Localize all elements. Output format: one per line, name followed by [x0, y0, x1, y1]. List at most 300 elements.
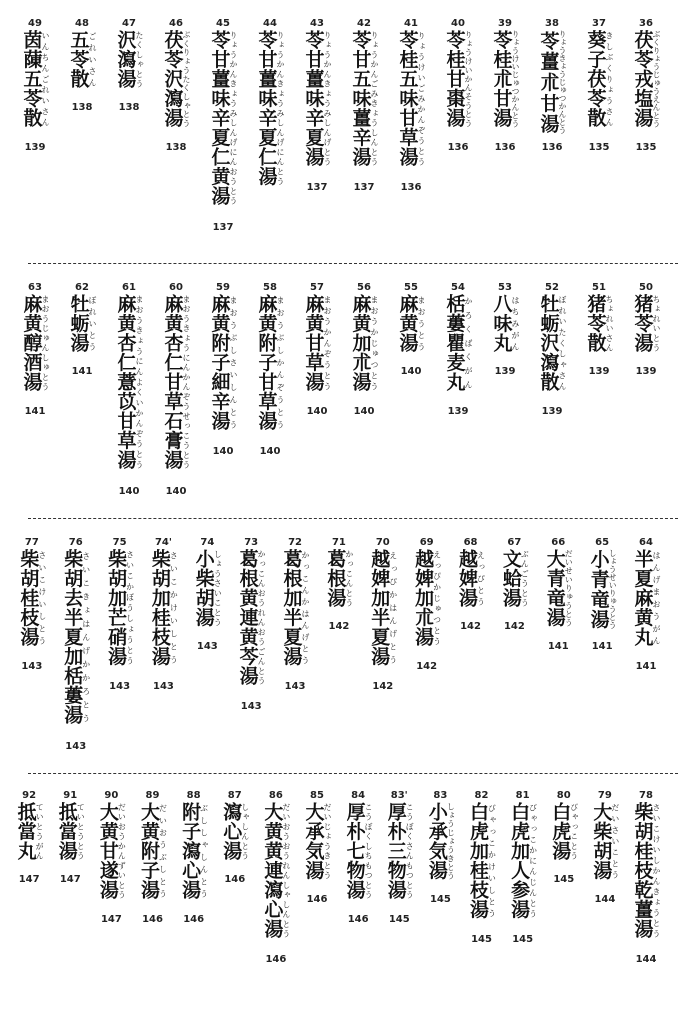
formula-name [349, 294, 379, 392]
formula-name-text: 茯苓沢瀉湯 [161, 30, 184, 128]
page-number: 141 [71, 366, 93, 377]
formula-name [499, 549, 530, 608]
entry-number: 36 [639, 18, 653, 29]
page-number: 147 [59, 874, 81, 885]
formula-name-text: 大黄黄連瀉心湯 [261, 802, 284, 939]
entry-number: 41 [404, 18, 418, 29]
entry-number: 57 [310, 282, 324, 293]
page-number: 147 [18, 874, 40, 885]
formula-name [17, 549, 47, 647]
formula-reading: ごれいさん [87, 30, 97, 89]
entry-number: 58 [263, 282, 277, 293]
formula-reading: まおうぶしさいしんとう [228, 294, 238, 431]
page-number: 140 [259, 446, 281, 457]
formula-name [631, 294, 661, 353]
formula-name-text: 附子瀉心湯 [179, 802, 202, 900]
formula-name [324, 549, 354, 608]
formula-name-text: 柴胡桂枝乾薑湯 [631, 802, 654, 939]
formula-name-text: 白虎加人参湯 [508, 802, 531, 919]
page-number: 139 [588, 366, 610, 377]
formula-reading: きしぶくりょうさん [604, 30, 614, 128]
formula-reading: まおうじゅんしゅとう [40, 294, 50, 392]
page-number: 143 [21, 661, 43, 672]
page-number: 138 [165, 142, 187, 153]
formula-reading: まおうかんぞうとう [322, 294, 332, 392]
entry-number: 68 [463, 537, 478, 548]
formula-reading: こうぼくしちもつとう [364, 802, 374, 900]
page-number: 140 [400, 366, 422, 377]
entry-number: 51 [592, 282, 606, 293]
formula-name-text: 麻黄附子細辛湯 [208, 294, 231, 431]
formula-name-text: 麻黄醇酒湯 [20, 294, 43, 392]
formula-reading: だいおうぶしとう [158, 802, 168, 900]
formula-reading: こうぼくさんもつとう [405, 802, 415, 900]
entry-number: 50 [639, 282, 653, 293]
formula-name-text: 茵蔯五苓散 [20, 30, 43, 128]
entry-number: 63 [28, 282, 42, 293]
entry-number: 84 [351, 790, 366, 801]
formula-name-text: 小柴胡湯 [192, 549, 215, 627]
formula-reading: ぶくりょうたくしゃとう [181, 30, 191, 128]
formula-name [261, 802, 291, 939]
entry-number: 76 [68, 537, 83, 548]
page-number: 143 [284, 681, 306, 692]
page-number: 140 [118, 486, 140, 497]
formula-name-text: 半夏麻黄丸 [631, 549, 654, 647]
entry-number: 45 [216, 18, 230, 29]
entry-number: 64 [639, 537, 653, 548]
formula-reading: えっぴかはんげとう [388, 549, 398, 666]
entry-number: 90 [104, 790, 119, 801]
index-section [0, 790, 700, 1030]
formula-name [148, 549, 179, 666]
entry-number: 91 [63, 790, 78, 801]
formula-reading: えっぴとう [476, 549, 486, 608]
formula-name-text: 抵當丸 [14, 802, 37, 861]
formula-reading: さいこかぼうしょうとう [125, 549, 135, 666]
entry-number: 77 [24, 537, 39, 548]
page-number: 145 [388, 914, 410, 925]
formula-name [384, 802, 415, 900]
formula-name [255, 30, 285, 186]
formula-name [161, 294, 191, 470]
formula-reading: びゃっこかにんじんとう [528, 802, 538, 919]
page-number: 142 [416, 661, 438, 672]
formula-name [343, 802, 374, 900]
formula-name-text: 苓薑朮甘湯 [537, 30, 560, 134]
formula-name-text: 瀉心湯 [220, 802, 243, 861]
formula-reading: しょうせいりゅうとう [608, 549, 618, 629]
index-section [0, 282, 700, 522]
entry-number: 89 [145, 790, 160, 801]
entry-number: 40 [451, 18, 465, 29]
formula-name-text: 厚朴七物湯 [343, 802, 366, 900]
formula-reading: だいさいことう [610, 802, 620, 880]
formula-name-text: 茯苓戎塩湯 [631, 30, 654, 128]
formula-name [255, 294, 285, 431]
entry-number: 62 [75, 282, 89, 293]
page-number: 146 [306, 894, 328, 905]
formula-reading: はんげまおうがん [651, 549, 661, 647]
entry-number: 43 [310, 18, 324, 29]
formula-reading: まおうぶしかんぞうとう [275, 294, 285, 431]
formula-name [443, 30, 473, 128]
formula-reading: まおうとう [416, 294, 426, 353]
formula-reading: ぶくりょうじゅうえんとう [651, 30, 661, 128]
page-number: 143 [240, 701, 262, 712]
formula-name [631, 802, 661, 939]
entry-number: 81 [515, 790, 530, 801]
formula-name-text: 大承気湯 [302, 802, 325, 880]
formula-reading: ぼれいたくしゃさん [557, 294, 567, 392]
entry-number: 72 [288, 537, 303, 548]
formula-reading: かっこんとう [344, 549, 354, 608]
formula-name [584, 30, 614, 128]
formula-reading: かっこんおうれんおうごんとう [257, 549, 267, 686]
formula-name [67, 294, 97, 353]
formula-reading: まおうきょうにんよくいかんぞうとう [134, 294, 144, 470]
index-section [0, 18, 700, 258]
formula-name [456, 549, 486, 608]
formula-reading: だいおうかんずいとう [117, 802, 127, 900]
entry-number: 49 [28, 18, 42, 29]
formula-name-text: 大黄附子湯 [137, 802, 160, 900]
page-number: 139 [541, 406, 563, 417]
page-number: 141 [591, 641, 613, 652]
formula-reading: りょうかんごみきょうしんとう [369, 30, 379, 167]
page-number: 140 [212, 446, 234, 457]
formula-reading: さいこけいしとう [37, 549, 47, 647]
entry-number: 74 [200, 537, 215, 548]
entry-number: 82 [474, 790, 489, 801]
entry-number: 56 [357, 282, 371, 293]
formula-reading: まおうかじゅつとう [369, 294, 379, 392]
formula-name [220, 802, 250, 861]
formula-reading: えっぴかじゅつとう [432, 549, 442, 647]
entry-number: 73 [244, 537, 259, 548]
formula-name [105, 549, 135, 666]
formula-name [161, 30, 191, 128]
formula-reading: ていとうがん [35, 802, 45, 861]
formula-name [137, 802, 168, 900]
formula-reading: ていとうとう [76, 802, 86, 861]
page-number: 137 [353, 182, 375, 193]
page-number: 136 [494, 142, 516, 153]
formula-name [412, 549, 442, 647]
section-divider [28, 518, 678, 519]
page-number: 141 [547, 641, 569, 652]
page-number: 146 [183, 914, 205, 925]
entry-number: 61 [122, 282, 136, 293]
formula-name [590, 802, 620, 880]
formula-name [192, 549, 223, 627]
entry-number: 80 [556, 790, 571, 801]
page-number: 142 [503, 621, 525, 632]
formula-name [55, 802, 86, 861]
page-number: 135 [588, 142, 610, 153]
entry-number: 38 [545, 18, 559, 29]
formula-name [490, 294, 520, 353]
page-number: 138 [71, 102, 93, 113]
page-number: 146 [265, 954, 287, 965]
entry-number: 83' [390, 790, 408, 801]
formula-name-text: 牡蛎湯 [67, 294, 90, 353]
page-number: 140 [353, 406, 375, 417]
entry-number: 78 [639, 790, 653, 801]
formula-name-text: 葛根湯 [324, 549, 347, 608]
formula-reading: ちょれいとう [651, 294, 661, 353]
formula-name-text: 大柴胡湯 [590, 802, 613, 880]
formula-name [114, 294, 144, 470]
page-number: 143 [109, 681, 131, 692]
formula-name [349, 30, 379, 167]
formula-name [208, 30, 238, 206]
entry-number: 79 [597, 790, 612, 801]
formula-reading: りょうけいじゅつかんとう [510, 30, 520, 128]
formula-reading: りょうきょうじゅつかんとう [557, 30, 567, 134]
formula-reading: さいこきょはんげかかろとう [81, 549, 91, 725]
page-number: 139 [447, 406, 469, 417]
page-number: 145 [471, 934, 492, 945]
section-divider [28, 773, 678, 774]
page-number: 142 [372, 681, 394, 692]
entry-number: 87 [227, 790, 242, 801]
entry-number: 59 [216, 282, 230, 293]
formula-name-text: 白虎湯 [549, 802, 572, 861]
formula-name-text: 越婢加朮湯 [412, 549, 435, 647]
formula-name [20, 294, 50, 392]
page-number: 146 [142, 914, 163, 925]
formula-reading: だいじょうきとう [322, 802, 332, 880]
page-number: 138 [118, 102, 140, 113]
formula-name-text: 抵當湯 [55, 802, 78, 861]
entry-number: 75 [112, 537, 127, 548]
formula-name-text: 麻黄甘草湯 [302, 294, 325, 392]
page-number: 143 [65, 741, 87, 752]
formula-reading: だいせいりゅうとう [564, 549, 574, 627]
formula-name [425, 802, 456, 880]
formula-reading: ぶししゃしんとう [199, 802, 209, 900]
formula-name [549, 802, 579, 861]
entry-number: 70 [375, 537, 390, 548]
page-number: 143 [153, 681, 174, 692]
formula-reading: ちょれいさん [604, 294, 614, 353]
entry-number: 60 [169, 282, 183, 293]
formula-name-text: 五苓散 [67, 30, 90, 89]
formula-name-text: 小承気湯 [425, 802, 448, 880]
formula-name [14, 802, 45, 861]
formula-reading: びゃっこかけいしとう [487, 802, 497, 919]
formula-name [236, 549, 267, 686]
formula-name [302, 30, 332, 167]
entry-number: 66 [551, 537, 566, 548]
formula-name-text: 苓甘薑味辛夏仁黄湯 [208, 30, 231, 206]
entry-number: 74' [154, 537, 172, 548]
formula-reading: いんちんごれいさん [40, 30, 50, 128]
formula-name [302, 294, 332, 392]
formula-name-text: 苓甘薑味辛夏仁湯 [255, 30, 278, 186]
page-number: 139 [494, 366, 516, 377]
page-number: 136 [541, 142, 563, 153]
entry-number: 69 [419, 537, 434, 548]
page-number: 136 [400, 182, 422, 193]
entry-number: 44 [263, 18, 277, 29]
entry-number: 86 [268, 790, 283, 801]
formula-name-text: 苓甘五味薑辛湯 [349, 30, 372, 167]
formula-reading: ぼれいとう [87, 294, 97, 353]
page-number: 140 [306, 406, 328, 417]
formula-name [179, 802, 209, 900]
formula-reading: りょうけいごみかんぞうとう [416, 30, 426, 167]
entry-number: 67 [507, 537, 522, 548]
page-number: 146 [347, 914, 369, 925]
entry-number: 52 [545, 282, 559, 293]
entry-number: 54 [451, 282, 465, 293]
entry-number: 92 [22, 790, 37, 801]
formula-name-text: 麻黄附子甘草湯 [255, 294, 278, 431]
formula-reading: さいこかけいしとう [169, 549, 179, 666]
page-number: 143 [196, 641, 218, 652]
page-number: 135 [635, 142, 657, 153]
formula-name [584, 294, 614, 353]
formula-name [280, 549, 311, 666]
formula-reading: りょうけいかんそうとう [463, 30, 473, 128]
formula-name-text: 柴胡桂枝湯 [17, 549, 40, 647]
formula-name [61, 549, 91, 725]
formula-name-text: 越婢加半夏湯 [368, 549, 391, 666]
page-number: 141 [635, 661, 657, 672]
formula-name [508, 802, 538, 919]
entry-number: 53 [498, 282, 512, 293]
formula-name-text: 越婢湯 [456, 549, 478, 608]
formula-reading: りょうかんきょうみしんげとう [322, 30, 332, 167]
formula-name [396, 294, 426, 353]
formula-name [208, 294, 238, 431]
entry-number: 55 [404, 282, 418, 293]
formula-name-text: 柴胡加桂枝湯 [148, 549, 171, 666]
entry-number: 47 [122, 18, 136, 29]
formula-name-text: 大黄甘遂湯 [96, 802, 119, 900]
formula-name [396, 30, 426, 167]
formula-name-text: 苓桂五味甘草湯 [396, 30, 419, 167]
page-number: 140 [165, 486, 187, 497]
entry-number: 42 [357, 18, 371, 29]
formula-name-text: 八味丸 [490, 294, 513, 353]
formula-name-text: 猪苓散 [584, 294, 607, 353]
page-number: 145 [512, 934, 534, 945]
formula-reading: しゃしんとう [240, 802, 250, 861]
entry-number: 37 [592, 18, 606, 29]
formula-name [302, 802, 332, 880]
page-number: 136 [447, 142, 469, 153]
page-number: 137 [306, 182, 328, 193]
section-divider [28, 263, 678, 264]
formula-reading: しょうさいことう [213, 549, 223, 627]
formula-name-text: 葵子茯苓散 [584, 30, 607, 128]
formula-reading: かろくばくがん [463, 294, 473, 392]
formula-name-text: 麻黄加朮湯 [349, 294, 372, 392]
formula-reading: りょうかんきょうみしんげにんとう [275, 30, 285, 186]
formula-reading: しょうじょうきとう [446, 802, 456, 880]
formula-name [631, 30, 661, 128]
formula-name-text: 麻黄杏仁薏苡甘草湯 [114, 294, 137, 470]
entry-number: 65 [595, 537, 610, 548]
entry-number: 48 [75, 18, 89, 29]
formula-name-text: 柴胡加芒硝湯 [105, 549, 128, 666]
formula-name [631, 549, 661, 647]
entry-number: 88 [186, 790, 201, 801]
formula-name-text: 麻黄湯 [396, 294, 419, 353]
formula-name [537, 294, 567, 392]
formula-name-text: 白虎加桂枝湯 [466, 802, 489, 919]
formula-name-text: 厚朴三物湯 [384, 802, 407, 900]
formula-reading: はちみがん [510, 294, 520, 353]
formula-name [368, 549, 398, 666]
entry-number: 39 [498, 18, 512, 29]
page-number: 146 [224, 874, 246, 885]
formula-name-text: 葛根黄連黄芩湯 [236, 549, 259, 686]
formula-name [543, 549, 574, 627]
formula-name-text: 苓桂甘棗湯 [443, 30, 466, 128]
entry-number: 83 [433, 790, 448, 801]
index-section [0, 537, 700, 777]
page-number: 144 [635, 954, 657, 965]
formula-name-text: 大青竜湯 [543, 549, 566, 627]
formula-name-text: 葛根加半夏湯 [280, 549, 303, 666]
formula-name-text: 牡蛎沢瀉散 [537, 294, 560, 392]
formula-name-text: 苓甘薑味辛夏湯 [302, 30, 325, 167]
formula-name-text: 文蛤湯 [499, 549, 522, 608]
formula-name-text: 沢瀉湯 [114, 30, 137, 89]
formula-name [537, 30, 567, 134]
formula-name [443, 294, 473, 392]
formula-name [490, 30, 520, 128]
page-number: 144 [594, 894, 616, 905]
formula-name [20, 30, 50, 128]
formula-reading: たくしゃとう [134, 30, 144, 89]
page-number: 147 [100, 914, 122, 925]
page-number: 142 [328, 621, 350, 632]
formula-name-text: 麻黄杏仁甘草石膏湯 [161, 294, 184, 470]
page-number: 139 [24, 142, 46, 153]
formula-reading: びゃっことう [569, 802, 579, 861]
formula-name [114, 30, 144, 89]
page-number: 137 [212, 222, 234, 233]
formula-name-text: 苓桂朮甘湯 [490, 30, 513, 128]
entry-number: 46 [169, 18, 183, 29]
entry-number: 85 [310, 790, 324, 801]
formula-reading: かっこんかはんげとう [301, 549, 311, 666]
page-number: 141 [24, 406, 46, 417]
formula-name-text: 柴胡去半夏加栝蔞湯 [61, 549, 84, 725]
formula-reading: りょうかんきょうみしんげにんおうとう [228, 30, 238, 206]
page-number: 145 [553, 874, 575, 885]
entry-number: 71 [331, 537, 346, 548]
formula-reading: だいおうおうれんしゃしんとう [281, 802, 291, 939]
page-number: 142 [460, 621, 481, 632]
page-number: 145 [429, 894, 451, 905]
formula-reading: さいこけいしかんきょうとう [651, 802, 661, 939]
formula-name [587, 549, 618, 629]
page-number: 139 [635, 366, 657, 377]
formula-reading: まおうきょうにんかんぞうせっこうとう [181, 294, 191, 470]
formula-reading: ぶんごうとう [520, 549, 530, 608]
formula-name [466, 802, 497, 919]
formula-name [67, 30, 97, 89]
formula-name-text: 栝蔞瞿麦丸 [443, 294, 466, 392]
formula-name [96, 802, 127, 900]
formula-name-text: 猪苓湯 [631, 294, 654, 353]
